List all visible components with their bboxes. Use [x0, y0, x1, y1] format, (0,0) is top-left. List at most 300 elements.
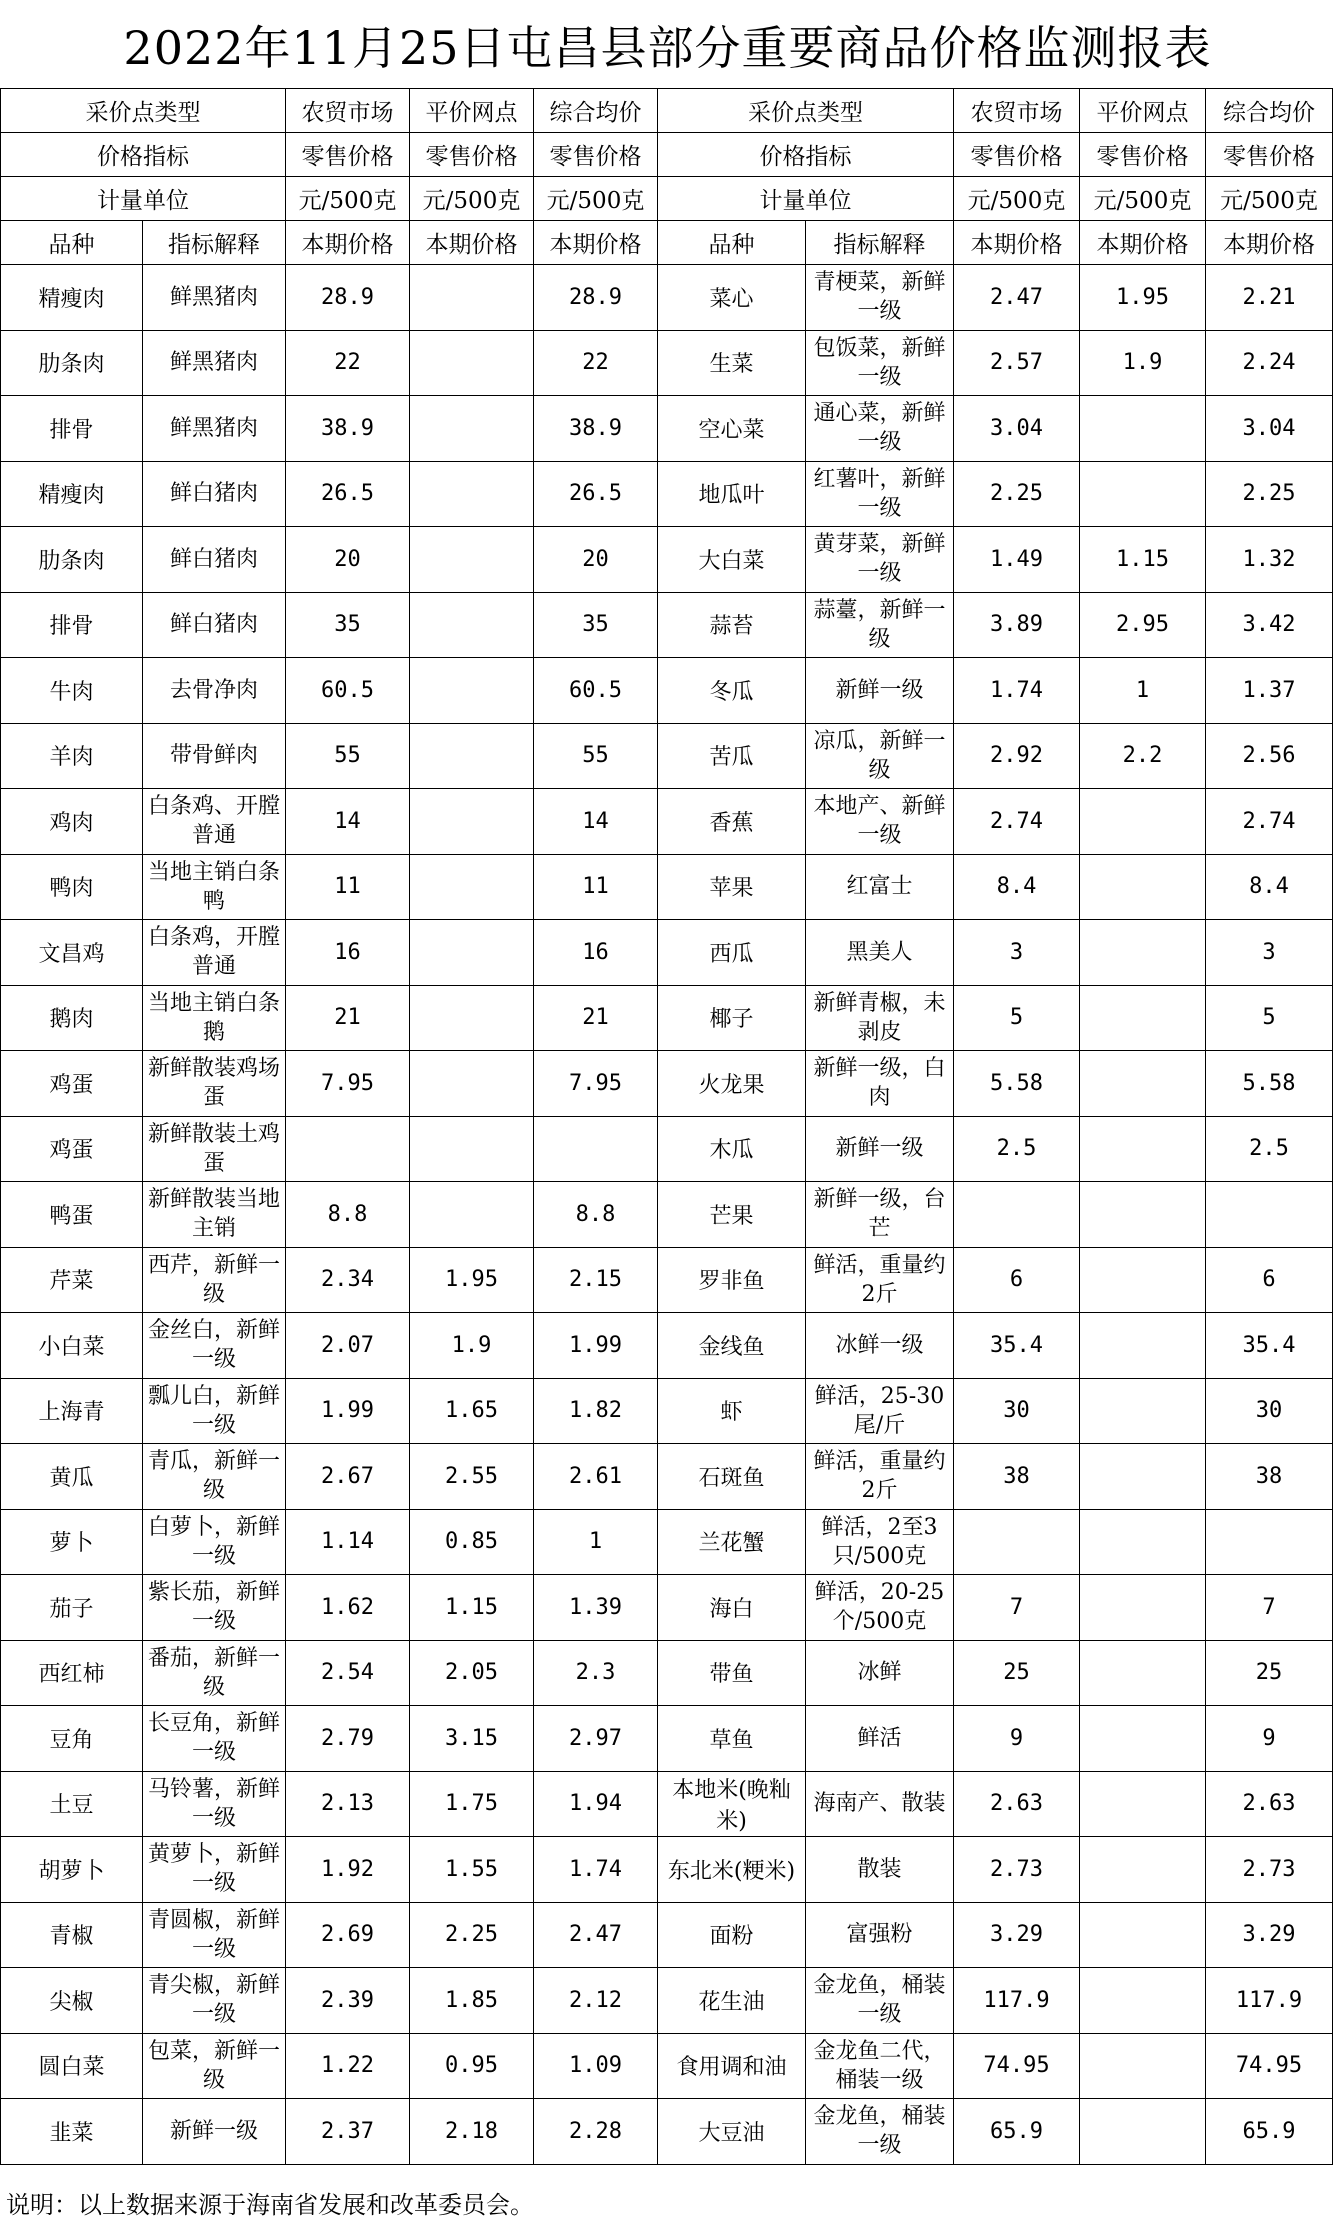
item-spec-cell: 鲜白猪肉: [143, 461, 286, 527]
item-spec-cell: 鲜黑猪肉: [143, 330, 286, 396]
price-cell: 117.9: [1206, 1968, 1333, 2034]
item-name-cell: 花生油: [658, 1968, 806, 2034]
item-name-cell: 苹果: [658, 854, 806, 920]
price-cell: 1.82: [534, 1378, 658, 1444]
price-cell: [1080, 1182, 1206, 1248]
header-cell: 计量单位: [1, 177, 286, 221]
item-spec-cell: 冰鲜一级: [806, 1313, 954, 1379]
column-header: 品种: [658, 221, 806, 265]
price-cell: 2.21: [1206, 265, 1333, 331]
price-cell: 1.74: [954, 658, 1080, 724]
table-row: [1, 1313, 1333, 1379]
item-name-cell: 苦瓜: [658, 723, 806, 789]
price-cell: 2.28: [534, 2099, 658, 2165]
item-name-cell: 茄子: [1, 1575, 143, 1641]
item-spec-cell: 新鲜一级，台芒: [806, 1182, 954, 1248]
item-spec-cell: 鲜活，20-25个/500克: [806, 1575, 954, 1641]
header-cell: 零售价格: [534, 133, 658, 177]
table-row: [1, 985, 1333, 1051]
item-name-cell: 牛肉: [1, 658, 143, 724]
header-cell: 元/500克: [1080, 177, 1206, 221]
item-name-cell: 食用调和油: [658, 2033, 806, 2099]
column-header: 本期价格: [1206, 221, 1333, 265]
item-name-cell: 鸡蛋: [1, 1051, 143, 1117]
price-cell: [410, 396, 534, 462]
item-name-cell: 鸡肉: [1, 789, 143, 855]
price-cell: 16: [534, 920, 658, 986]
price-cell: 3.04: [1206, 396, 1333, 462]
price-cell: 2.39: [286, 1968, 410, 2034]
price-cell: [410, 658, 534, 724]
price-cell: [1080, 1837, 1206, 1903]
item-name-cell: 空心菜: [658, 396, 806, 462]
price-cell: 2.5: [954, 1116, 1080, 1182]
price-cell: [410, 527, 534, 593]
item-name-cell: 鹅肉: [1, 985, 143, 1051]
item-name-cell: 圆白菜: [1, 2033, 143, 2099]
item-name-cell: 尖椒: [1, 1968, 143, 2034]
item-name-cell: 文昌鸡: [1, 920, 143, 986]
column-header: 本期价格: [954, 221, 1080, 265]
item-spec-cell: 新鲜青椒，未剥皮: [806, 985, 954, 1051]
price-cell: 1.9: [410, 1313, 534, 1379]
price-cell: 2.95: [1080, 592, 1206, 658]
item-name-cell: 鸭肉: [1, 854, 143, 920]
price-cell: 3.29: [1206, 1902, 1333, 1968]
item-name-cell: 面粉: [658, 1902, 806, 1968]
table-row: [1, 1706, 1333, 1772]
header-cell: 采价点类型: [1, 89, 286, 133]
table-row: [1, 854, 1333, 920]
item-spec-cell: 白条鸡、开膛普通: [143, 789, 286, 855]
item-name-cell: 西红柿: [1, 1640, 143, 1706]
item-spec-cell: 冰鲜: [806, 1640, 954, 1706]
price-cell: 60.5: [534, 658, 658, 724]
price-cell: [1080, 1509, 1206, 1575]
item-name-cell: 东北米(粳米): [658, 1837, 806, 1903]
price-cell: 1.74: [534, 1837, 658, 1903]
table-row: [1, 265, 1333, 331]
header-cell: 价格指标: [1, 133, 286, 177]
price-cell: 2.74: [1206, 789, 1333, 855]
item-name-cell: 豆角: [1, 1706, 143, 1772]
item-spec-cell: 红薯叶，新鲜一级: [806, 461, 954, 527]
price-cell: 8.4: [1206, 854, 1333, 920]
item-name-cell: 韭菜: [1, 2099, 143, 2165]
price-cell: 25: [1206, 1640, 1333, 1706]
price-cell: 1: [534, 1509, 658, 1575]
price-cell: 35.4: [954, 1313, 1080, 1379]
price-cell: 2.5: [1206, 1116, 1333, 1182]
price-cell: 1.14: [286, 1509, 410, 1575]
item-spec-cell: 通心菜，新鲜一级: [806, 396, 954, 462]
price-cell: [1080, 396, 1206, 462]
price-cell: 1.95: [410, 1247, 534, 1313]
table-row: [1, 330, 1333, 396]
price-cell: 2.07: [286, 1313, 410, 1379]
price-cell: 2.67: [286, 1444, 410, 1510]
header-row: [1, 133, 1333, 177]
table-row: [1, 1378, 1333, 1444]
report-title: 2022年11月25日屯昌县部分重要商品价格监测报表: [123, 21, 1212, 75]
price-cell: 60.5: [286, 658, 410, 724]
item-name-cell: 地瓜叶: [658, 461, 806, 527]
price-cell: [410, 1182, 534, 1248]
table-row: [1, 920, 1333, 986]
price-cell: 1: [1080, 658, 1206, 724]
item-name-cell: 冬瓜: [658, 658, 806, 724]
item-spec-cell: 新鲜一级: [143, 2099, 286, 2165]
price-cell: 2.47: [954, 265, 1080, 331]
item-spec-cell: 黑美人: [806, 920, 954, 986]
price-cell: 1.15: [1080, 527, 1206, 593]
header-cell: 采价点类型: [658, 89, 954, 133]
price-cell: 38: [954, 1444, 1080, 1510]
price-cell: 5.58: [1206, 1051, 1333, 1117]
price-cell: 2.24: [1206, 330, 1333, 396]
table-row: [1, 527, 1333, 593]
price-cell: [410, 920, 534, 986]
price-cell: 8.4: [954, 854, 1080, 920]
item-spec-cell: 长豆角，新鲜一级: [143, 1706, 286, 1772]
price-cell: 21: [534, 985, 658, 1051]
price-cell: 20: [534, 527, 658, 593]
price-cell: 9: [954, 1706, 1080, 1772]
item-spec-cell: 鲜白猪肉: [143, 592, 286, 658]
price-cell: [410, 461, 534, 527]
price-cell: 35: [286, 592, 410, 658]
price-cell: 16: [286, 920, 410, 986]
price-cell: 2.13: [286, 1771, 410, 1837]
column-header: 指标解释: [143, 221, 286, 265]
price-cell: 0.95: [410, 2033, 534, 2099]
header-cell: 零售价格: [410, 133, 534, 177]
price-cell: [1080, 1116, 1206, 1182]
item-name-cell: 鸭蛋: [1, 1182, 143, 1248]
item-spec-cell: 鲜活: [806, 1706, 954, 1772]
price-cell: 1.49: [954, 527, 1080, 593]
price-cell: 2.97: [534, 1706, 658, 1772]
price-cell: [410, 723, 534, 789]
item-name-cell: 排骨: [1, 396, 143, 462]
price-cell: 2.73: [954, 1837, 1080, 1903]
item-spec-cell: 鲜活，2至3只/500克: [806, 1509, 954, 1575]
table-row: [1, 1509, 1333, 1575]
price-cell: 28.9: [534, 265, 658, 331]
price-cell: 8.8: [286, 1182, 410, 1248]
item-spec-cell: 新鲜一级: [806, 658, 954, 724]
price-cell: [1080, 1640, 1206, 1706]
header-cell: 元/500克: [954, 177, 1080, 221]
price-cell: 2.34: [286, 1247, 410, 1313]
table-row: [1, 658, 1333, 724]
item-spec-cell: 新鲜散装当地主销: [143, 1182, 286, 1248]
price-cell: 2.25: [410, 1902, 534, 1968]
table-row: [1, 2099, 1333, 2165]
price-cell: 2.57: [954, 330, 1080, 396]
item-spec-cell: 新鲜散装鸡场蛋: [143, 1051, 286, 1117]
price-cell: 65.9: [954, 2099, 1080, 2165]
item-name-cell: 兰花蟹: [658, 1509, 806, 1575]
item-spec-cell: 鲜活，重量约2斤: [806, 1247, 954, 1313]
item-name-cell: 海白: [658, 1575, 806, 1641]
price-cell: 14: [534, 789, 658, 855]
price-cell: 3.04: [954, 396, 1080, 462]
price-cell: 1.55: [410, 1837, 534, 1903]
item-spec-cell: 紫长茄，新鲜一级: [143, 1575, 286, 1641]
item-name-cell: 胡萝卜: [1, 1837, 143, 1903]
price-cell: 38.9: [534, 396, 658, 462]
price-cell: 1.09: [534, 2033, 658, 2099]
price-cell: 7: [954, 1575, 1080, 1641]
price-cell: 2.74: [954, 789, 1080, 855]
price-cell: 2.18: [410, 2099, 534, 2165]
price-cell: [534, 1116, 658, 1182]
item-name-cell: 菜心: [658, 265, 806, 331]
price-cell: 1.37: [1206, 658, 1333, 724]
price-cell: 2.12: [534, 1968, 658, 2034]
item-name-cell: 青椒: [1, 1902, 143, 1968]
header-cell: 零售价格: [286, 133, 410, 177]
price-cell: 30: [1206, 1378, 1333, 1444]
price-table-body: [1, 89, 1333, 2165]
table-row: [1, 723, 1333, 789]
item-name-cell: 蒜苔: [658, 592, 806, 658]
price-cell: 1.99: [286, 1378, 410, 1444]
item-spec-cell: 青尖椒，新鲜一级: [143, 1968, 286, 2034]
item-spec-cell: 黄芽菜，新鲜一级: [806, 527, 954, 593]
item-name-cell: 罗非鱼: [658, 1247, 806, 1313]
item-spec-cell: 散装: [806, 1837, 954, 1903]
price-cell: 2.05: [410, 1640, 534, 1706]
item-name-cell: 精瘦肉: [1, 265, 143, 331]
price-cell: [1080, 2033, 1206, 2099]
price-cell: 2.25: [1206, 461, 1333, 527]
item-spec-cell: 金龙鱼二代，桶装一级: [806, 2033, 954, 2099]
item-name-cell: 鸡蛋: [1, 1116, 143, 1182]
table-row: [1, 1902, 1333, 1968]
table-row: [1, 1051, 1333, 1117]
item-name-cell: 精瘦肉: [1, 461, 143, 527]
item-spec-cell: 青圆椒，新鲜一级: [143, 1902, 286, 1968]
item-spec-cell: 鲜黑猪肉: [143, 396, 286, 462]
header-cell: 价格指标: [658, 133, 954, 177]
column-header-row: [1, 221, 1333, 265]
column-header: 本期价格: [534, 221, 658, 265]
price-cell: 7.95: [534, 1051, 658, 1117]
header-cell: 综合均价: [1206, 89, 1333, 133]
price-cell: [1080, 789, 1206, 855]
item-spec-cell: 去骨净肉: [143, 658, 286, 724]
table-row: [1, 1640, 1333, 1706]
price-cell: 14: [286, 789, 410, 855]
price-cell: [1080, 1051, 1206, 1117]
price-cell: 1.95: [1080, 265, 1206, 331]
price-cell: 1.92: [286, 1837, 410, 1903]
item-spec-cell: 当地主销白条鸭: [143, 854, 286, 920]
item-spec-cell: 红富士: [806, 854, 954, 920]
price-cell: [1206, 1182, 1333, 1248]
price-cell: 3.42: [1206, 592, 1333, 658]
header-cell: 元/500克: [286, 177, 410, 221]
table-row: [1, 592, 1333, 658]
table-row: [1, 1968, 1333, 2034]
price-cell: 2.56: [1206, 723, 1333, 789]
price-cell: 38.9: [286, 396, 410, 462]
price-cell: 2.69: [286, 1902, 410, 1968]
price-table: [0, 88, 1333, 2165]
item-name-cell: 大白菜: [658, 527, 806, 593]
column-header: 指标解释: [806, 221, 954, 265]
price-cell: 26.5: [286, 461, 410, 527]
item-spec-cell: 蒜薹，新鲜一级: [806, 592, 954, 658]
price-cell: 55: [534, 723, 658, 789]
header-cell: 平价网点: [1080, 89, 1206, 133]
header-cell: 零售价格: [1080, 133, 1206, 177]
price-cell: 1.32: [1206, 527, 1333, 593]
item-name-cell: 排骨: [1, 592, 143, 658]
table-row: [1, 2033, 1333, 2099]
item-name-cell: 芹菜: [1, 1247, 143, 1313]
item-name-cell: 带鱼: [658, 1640, 806, 1706]
item-name-cell: 肋条肉: [1, 330, 143, 396]
price-cell: 25: [954, 1640, 1080, 1706]
price-cell: 74.95: [1206, 2033, 1333, 2099]
price-cell: 2.55: [410, 1444, 534, 1510]
price-cell: [1080, 1968, 1206, 2034]
price-cell: 2.63: [954, 1771, 1080, 1837]
item-spec-cell: 当地主销白条鹅: [143, 985, 286, 1051]
price-cell: 7.95: [286, 1051, 410, 1117]
item-spec-cell: 白条鸡，开膛普通: [143, 920, 286, 986]
price-cell: 1.99: [534, 1313, 658, 1379]
table-row: [1, 1116, 1333, 1182]
price-cell: [1080, 1378, 1206, 1444]
header-cell: 元/500克: [410, 177, 534, 221]
price-cell: 2.54: [286, 1640, 410, 1706]
price-cell: 2.15: [534, 1247, 658, 1313]
item-name-cell: 香蕉: [658, 789, 806, 855]
price-cell: [410, 1116, 534, 1182]
price-cell: [410, 1051, 534, 1117]
price-cell: 3.15: [410, 1706, 534, 1772]
header-cell: 零售价格: [954, 133, 1080, 177]
item-name-cell: 虾: [658, 1378, 806, 1444]
price-cell: [410, 265, 534, 331]
price-cell: 2.47: [534, 1902, 658, 1968]
header-cell: 元/500克: [1206, 177, 1333, 221]
price-cell: 9: [1206, 1706, 1333, 1772]
price-cell: 5: [954, 985, 1080, 1051]
item-name-cell: 芒果: [658, 1182, 806, 1248]
price-cell: 3.89: [954, 592, 1080, 658]
price-cell: 5: [1206, 985, 1333, 1051]
price-cell: [1080, 854, 1206, 920]
item-name-cell: 木瓜: [658, 1116, 806, 1182]
source-note: 说明：以上数据来源于海南省发展和改革委员会。: [6, 2191, 534, 2219]
item-spec-cell: 金丝白，新鲜一级: [143, 1313, 286, 1379]
item-spec-cell: 海南产、散装: [806, 1771, 954, 1837]
header-cell: 计量单位: [658, 177, 954, 221]
price-cell: 2.92: [954, 723, 1080, 789]
item-spec-cell: 鲜黑猪肉: [143, 265, 286, 331]
price-cell: [1080, 1444, 1206, 1510]
header-cell: 农贸市场: [286, 89, 410, 133]
table-row: [1, 461, 1333, 527]
price-cell: 2.61: [534, 1444, 658, 1510]
price-cell: [1080, 1313, 1206, 1379]
item-name-cell: 黄瓜: [1, 1444, 143, 1510]
item-spec-cell: 青瓜，新鲜一级: [143, 1444, 286, 1510]
price-cell: 55: [286, 723, 410, 789]
price-cell: 1.65: [410, 1378, 534, 1444]
price-cell: 65.9: [1206, 2099, 1333, 2165]
price-cell: 28.9: [286, 265, 410, 331]
item-spec-cell: 鲜活，25-30尾/斤: [806, 1378, 954, 1444]
price-cell: 1.9: [1080, 330, 1206, 396]
price-cell: [410, 985, 534, 1051]
price-cell: 1.15: [410, 1575, 534, 1641]
price-cell: [1080, 1771, 1206, 1837]
price-cell: 1.39: [534, 1575, 658, 1641]
price-cell: 11: [534, 854, 658, 920]
item-name-cell: 上海青: [1, 1378, 143, 1444]
item-name-cell: 羊肉: [1, 723, 143, 789]
price-cell: [1080, 1247, 1206, 1313]
item-spec-cell: 瓢儿白，新鲜一级: [143, 1378, 286, 1444]
price-cell: 22: [286, 330, 410, 396]
table-row: [1, 1182, 1333, 1248]
price-cell: 1.22: [286, 2033, 410, 2099]
item-spec-cell: 西芹，新鲜一级: [143, 1247, 286, 1313]
item-spec-cell: 鲜白猪肉: [143, 527, 286, 593]
item-spec-cell: 金龙鱼，桶装一级: [806, 1968, 954, 2034]
price-cell: 30: [954, 1378, 1080, 1444]
item-spec-cell: 新鲜一级，白肉: [806, 1051, 954, 1117]
price-cell: [410, 592, 534, 658]
price-cell: 2.25: [954, 461, 1080, 527]
price-cell: [1080, 985, 1206, 1051]
header-cell: 平价网点: [410, 89, 534, 133]
price-cell: [1080, 1706, 1206, 1772]
price-cell: 2.3: [534, 1640, 658, 1706]
price-cell: 35.4: [1206, 1313, 1333, 1379]
item-spec-cell: 黄萝卜，新鲜一级: [143, 1837, 286, 1903]
price-cell: 21: [286, 985, 410, 1051]
item-name-cell: 西瓜: [658, 920, 806, 986]
price-cell: [1080, 461, 1206, 527]
column-header: 本期价格: [410, 221, 534, 265]
price-cell: [954, 1182, 1080, 1248]
item-name-cell: 大豆油: [658, 2099, 806, 2165]
price-cell: 6: [954, 1247, 1080, 1313]
table-row: [1, 1444, 1333, 1510]
price-cell: [1080, 1902, 1206, 1968]
table-row: [1, 1575, 1333, 1641]
price-cell: 2.73: [1206, 1837, 1333, 1903]
price-cell: 20: [286, 527, 410, 593]
table-row: [1, 789, 1333, 855]
header-cell: 综合均价: [534, 89, 658, 133]
item-spec-cell: 包饭菜，新鲜一级: [806, 330, 954, 396]
column-header: 品种: [1, 221, 143, 265]
price-cell: 117.9: [954, 1968, 1080, 2034]
price-cell: 0.85: [410, 1509, 534, 1575]
item-spec-cell: 凉瓜，新鲜一级: [806, 723, 954, 789]
price-cell: 5.58: [954, 1051, 1080, 1117]
price-cell: [410, 789, 534, 855]
price-cell: [410, 854, 534, 920]
